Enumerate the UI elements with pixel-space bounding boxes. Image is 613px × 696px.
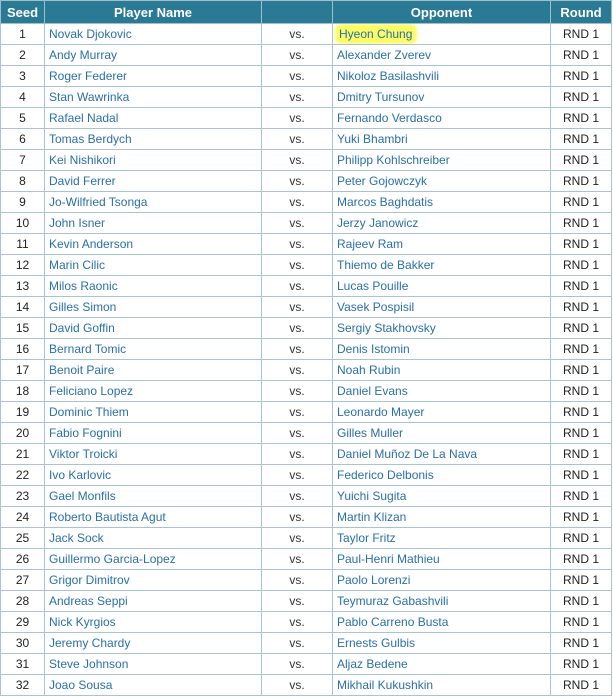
table-row <box>1 339 612 360</box>
opponent-name-link[interactable]: Rajeev Ram <box>333 234 551 255</box>
player-name-link[interactable]: Jack Sock <box>45 528 262 549</box>
vs-header <box>262 1 333 24</box>
opponent-name-link[interactable]: Pablo Carreno Busta <box>333 612 551 633</box>
seed-cell: 11 <box>1 234 45 255</box>
seed-cell: 1 <box>1 24 45 45</box>
seed-cell: 27 <box>1 570 45 591</box>
player-name-header[interactable]: Player Name <box>45 1 262 24</box>
round-cell: RND 1 <box>551 192 612 213</box>
seed-cell: 5 <box>1 108 45 129</box>
player-name-link[interactable]: David Goffin <box>45 318 262 339</box>
round-cell: RND 1 <box>551 66 612 87</box>
player-name-link[interactable]: David Ferrer <box>45 171 262 192</box>
table-row <box>1 318 612 339</box>
round-cell: RND 1 <box>551 171 612 192</box>
table-row <box>1 150 612 171</box>
table-row <box>1 654 612 675</box>
table-row <box>1 213 612 234</box>
opponent-name-link[interactable]: Ernests Gulbis <box>333 633 551 654</box>
opponent-name-link[interactable]: Teymuraz Gabashvili <box>333 591 551 612</box>
vs-cell: vs. <box>262 87 333 108</box>
vs-cell: vs. <box>262 297 333 318</box>
table-row <box>1 381 612 402</box>
table-row <box>1 549 612 570</box>
player-name-link[interactable]: Roger Federer <box>45 66 262 87</box>
vs-cell: vs. <box>262 675 333 696</box>
table-row <box>1 633 612 654</box>
table-row <box>1 297 612 318</box>
opponent-name-link[interactable]: Nikoloz Basilashvili <box>333 66 551 87</box>
table-row <box>1 66 612 87</box>
opponent-name-link[interactable]: Yuki Bhambri <box>333 129 551 150</box>
round-cell: RND 1 <box>551 45 612 66</box>
player-name-link[interactable]: Fabio Fognini <box>45 423 262 444</box>
player-name-link[interactable]: Dominic Thiem <box>45 402 262 423</box>
round-cell: RND 1 <box>551 444 612 465</box>
opponent-name-link[interactable]: Noah Rubin <box>333 360 551 381</box>
player-name-link[interactable]: Ivo Karlovic <box>45 465 262 486</box>
table-row <box>1 234 612 255</box>
player-name-link[interactable]: Andreas Seppi <box>45 591 262 612</box>
opponent-name-link[interactable]: Taylor Fritz <box>333 528 551 549</box>
table-row <box>1 108 612 129</box>
vs-cell: vs. <box>262 45 333 66</box>
round-cell: RND 1 <box>551 213 612 234</box>
round-cell: RND 1 <box>551 507 612 528</box>
table-row <box>1 360 612 381</box>
player-name-link[interactable]: Rafael Nadal <box>45 108 262 129</box>
player-name-link[interactable]: Benoit Paire <box>45 360 262 381</box>
vs-cell: vs. <box>262 423 333 444</box>
round-cell: RND 1 <box>551 24 612 45</box>
table-row <box>1 528 612 549</box>
round-cell: RND 1 <box>551 612 612 633</box>
vs-cell: vs. <box>262 444 333 465</box>
opponent-name-link[interactable]: Peter Gojowczyk <box>333 171 551 192</box>
table-row <box>1 507 612 528</box>
seed-cell: 10 <box>1 213 45 234</box>
round-cell: RND 1 <box>551 108 612 129</box>
round-cell: RND 1 <box>551 87 612 108</box>
highlighted-opponent[interactable]: Hyeon Chung <box>337 26 415 42</box>
round-cell: RND 1 <box>551 276 612 297</box>
opponent-name-link[interactable]: Leonardo Mayer <box>333 402 551 423</box>
opponent-header[interactable]: Opponent <box>333 1 551 24</box>
table-row <box>1 675 612 696</box>
opponent-name-link[interactable]: Fernando Verdasco <box>333 108 551 129</box>
round-cell: RND 1 <box>551 675 612 696</box>
seed-cell: 31 <box>1 654 45 675</box>
seed-cell: 7 <box>1 150 45 171</box>
table-row <box>1 423 612 444</box>
table-row <box>1 45 612 66</box>
player-name-link[interactable]: Gilles Simon <box>45 297 262 318</box>
table-row <box>1 444 612 465</box>
seed-cell: 4 <box>1 87 45 108</box>
opponent-name-link[interactable]: Sergiy Stakhovsky <box>333 318 551 339</box>
player-name-link[interactable]: Viktor Troicki <box>45 444 262 465</box>
round-cell: RND 1 <box>551 549 612 570</box>
round-cell: RND 1 <box>551 633 612 654</box>
opponent-name-link[interactable]: Paul-Henri Mathieu <box>333 549 551 570</box>
vs-cell: vs. <box>262 654 333 675</box>
seed-cell: 21 <box>1 444 45 465</box>
seed-cell: 29 <box>1 612 45 633</box>
vs-cell: vs. <box>262 570 333 591</box>
vs-cell: vs. <box>262 24 333 45</box>
vs-cell: vs. <box>262 213 333 234</box>
opponent-name-link[interactable]: Alexander Zverev <box>333 45 551 66</box>
opponent-name-link[interactable]: Daniel Muñoz De La Nava <box>333 444 551 465</box>
round-cell: RND 1 <box>551 129 612 150</box>
vs-cell: vs. <box>262 507 333 528</box>
player-name-link[interactable]: Marin Cilic <box>45 255 262 276</box>
table-row <box>1 612 612 633</box>
table-row <box>1 591 612 612</box>
opponent-name-link[interactable]: Dmitry Tursunov <box>333 87 551 108</box>
table-row <box>1 24 612 45</box>
opponent-name-link[interactable]: Federico Delbonis <box>333 465 551 486</box>
seed-cell: 14 <box>1 297 45 318</box>
player-name-link[interactable]: Milos Raonic <box>45 276 262 297</box>
opponent-name-link[interactable] <box>333 24 551 45</box>
opponent-name-link[interactable]: Mikhail Kukushkin <box>333 675 551 696</box>
player-name-link[interactable]: Bernard Tomic <box>45 339 262 360</box>
seed-header[interactable]: Seed <box>1 1 45 24</box>
round-cell: RND 1 <box>551 591 612 612</box>
player-name-link[interactable]: Gael Monfils <box>45 486 262 507</box>
table-row <box>1 570 612 591</box>
seed-cell: 32 <box>1 675 45 696</box>
player-name-link[interactable]: Novak Djokovic <box>45 24 262 45</box>
vs-cell: vs. <box>262 360 333 381</box>
player-name-link[interactable]: Kevin Anderson <box>45 234 262 255</box>
round-cell: RND 1 <box>551 423 612 444</box>
player-name-link[interactable]: Tomas Berdych <box>45 129 262 150</box>
seed-cell: 25 <box>1 528 45 549</box>
player-name-link[interactable]: Stan Wawrinka <box>45 87 262 108</box>
player-name-link[interactable]: Jeremy Chardy <box>45 633 262 654</box>
opponent-name-link[interactable]: Aljaz Bedene <box>333 654 551 675</box>
player-name-link[interactable]: Grigor Dimitrov <box>45 570 262 591</box>
round-cell: RND 1 <box>551 150 612 171</box>
opponent-name-link[interactable]: Paolo Lorenzi <box>333 570 551 591</box>
round-cell: RND 1 <box>551 255 612 276</box>
table-row <box>1 129 612 150</box>
table-row <box>1 171 612 192</box>
vs-cell: vs. <box>262 633 333 654</box>
player-name-link[interactable]: Kei Nishikori <box>45 150 262 171</box>
seed-cell: 20 <box>1 423 45 444</box>
vs-cell: vs. <box>262 339 333 360</box>
vs-cell: vs. <box>262 129 333 150</box>
opponent-name-link[interactable]: Lucas Pouille <box>333 276 551 297</box>
player-name-link[interactable]: Roberto Bautista Agut <box>45 507 262 528</box>
vs-cell: vs. <box>262 171 333 192</box>
player-name-link[interactable]: Jo-Wilfried Tsonga <box>45 192 262 213</box>
opponent-name-link[interactable]: Thiemo de Bakker <box>333 255 551 276</box>
seed-cell: 6 <box>1 129 45 150</box>
opponent-name-link[interactable]: Vasek Pospisil <box>333 297 551 318</box>
round-cell: RND 1 <box>551 234 612 255</box>
vs-cell: vs. <box>262 528 333 549</box>
player-name-link[interactable]: Joao Sousa <box>45 675 262 696</box>
vs-cell: vs. <box>262 234 333 255</box>
opponent-name-link[interactable]: Martin Klizan <box>333 507 551 528</box>
vs-cell: vs. <box>262 591 333 612</box>
seed-cell: 28 <box>1 591 45 612</box>
table-row <box>1 192 612 213</box>
vs-cell: vs. <box>262 276 333 297</box>
vs-cell: vs. <box>262 381 333 402</box>
round-cell: RND 1 <box>551 318 612 339</box>
seed-cell: 8 <box>1 171 45 192</box>
vs-cell: vs. <box>262 66 333 87</box>
table-row <box>1 255 612 276</box>
opponent-name-link[interactable]: Philipp Kohlschreiber <box>333 150 551 171</box>
seed-cell: 17 <box>1 360 45 381</box>
seed-cell: 15 <box>1 318 45 339</box>
seed-cell: 16 <box>1 339 45 360</box>
seed-cell: 19 <box>1 402 45 423</box>
vs-cell: vs. <box>262 318 333 339</box>
seed-cell: 12 <box>1 255 45 276</box>
seed-cell: 24 <box>1 507 45 528</box>
seed-cell: 26 <box>1 549 45 570</box>
table-row <box>1 486 612 507</box>
round-cell: RND 1 <box>551 654 612 675</box>
round-cell: RND 1 <box>551 402 612 423</box>
vs-cell: vs. <box>262 192 333 213</box>
opponent-name-link[interactable]: Marcos Baghdatis <box>333 192 551 213</box>
vs-cell: vs. <box>262 549 333 570</box>
round-cell: RND 1 <box>551 486 612 507</box>
round-cell: RND 1 <box>551 360 612 381</box>
opponent-name-link[interactable]: Denis Istomin <box>333 339 551 360</box>
round-cell: RND 1 <box>551 381 612 402</box>
header-row <box>1 1 612 24</box>
round-cell: RND 1 <box>551 297 612 318</box>
player-name-link[interactable]: Andy Murray <box>45 45 262 66</box>
vs-cell: vs. <box>262 150 333 171</box>
opponent-name-link[interactable]: Daniel Evans <box>333 381 551 402</box>
round-cell: RND 1 <box>551 528 612 549</box>
seed-cell: 13 <box>1 276 45 297</box>
player-name-link[interactable]: Guillermo Garcia-Lopez <box>45 549 262 570</box>
seed-cell: 3 <box>1 66 45 87</box>
seed-cell: 18 <box>1 381 45 402</box>
opponent-name-link[interactable]: Gilles Muller <box>333 423 551 444</box>
player-name-link[interactable]: Steve Johnson <box>45 654 262 675</box>
vs-cell: vs. <box>262 612 333 633</box>
seed-cell: 2 <box>1 45 45 66</box>
table-row <box>1 465 612 486</box>
vs-cell: vs. <box>262 108 333 129</box>
opponent-name-link[interactable]: Jerzy Janowicz <box>333 213 551 234</box>
round-cell: RND 1 <box>551 570 612 591</box>
player-name-link[interactable]: Feliciano Lopez <box>45 381 262 402</box>
player-name-link[interactable]: Nick Kyrgios <box>45 612 262 633</box>
round-header[interactable]: Round <box>551 1 612 24</box>
seed-cell: 23 <box>1 486 45 507</box>
table-row <box>1 402 612 423</box>
seed-cell: 9 <box>1 192 45 213</box>
vs-cell: vs. <box>262 255 333 276</box>
opponent-name-link[interactable]: Yuichi Sugita <box>333 486 551 507</box>
vs-cell: vs. <box>262 465 333 486</box>
vs-cell: vs. <box>262 402 333 423</box>
round-cell: RND 1 <box>551 339 612 360</box>
seed-cell: 22 <box>1 465 45 486</box>
player-name-link[interactable]: John Isner <box>45 213 262 234</box>
round-cell: RND 1 <box>551 465 612 486</box>
table-row <box>1 87 612 108</box>
vs-cell: vs. <box>262 486 333 507</box>
table-row <box>1 276 612 297</box>
seed-cell: 30 <box>1 633 45 654</box>
